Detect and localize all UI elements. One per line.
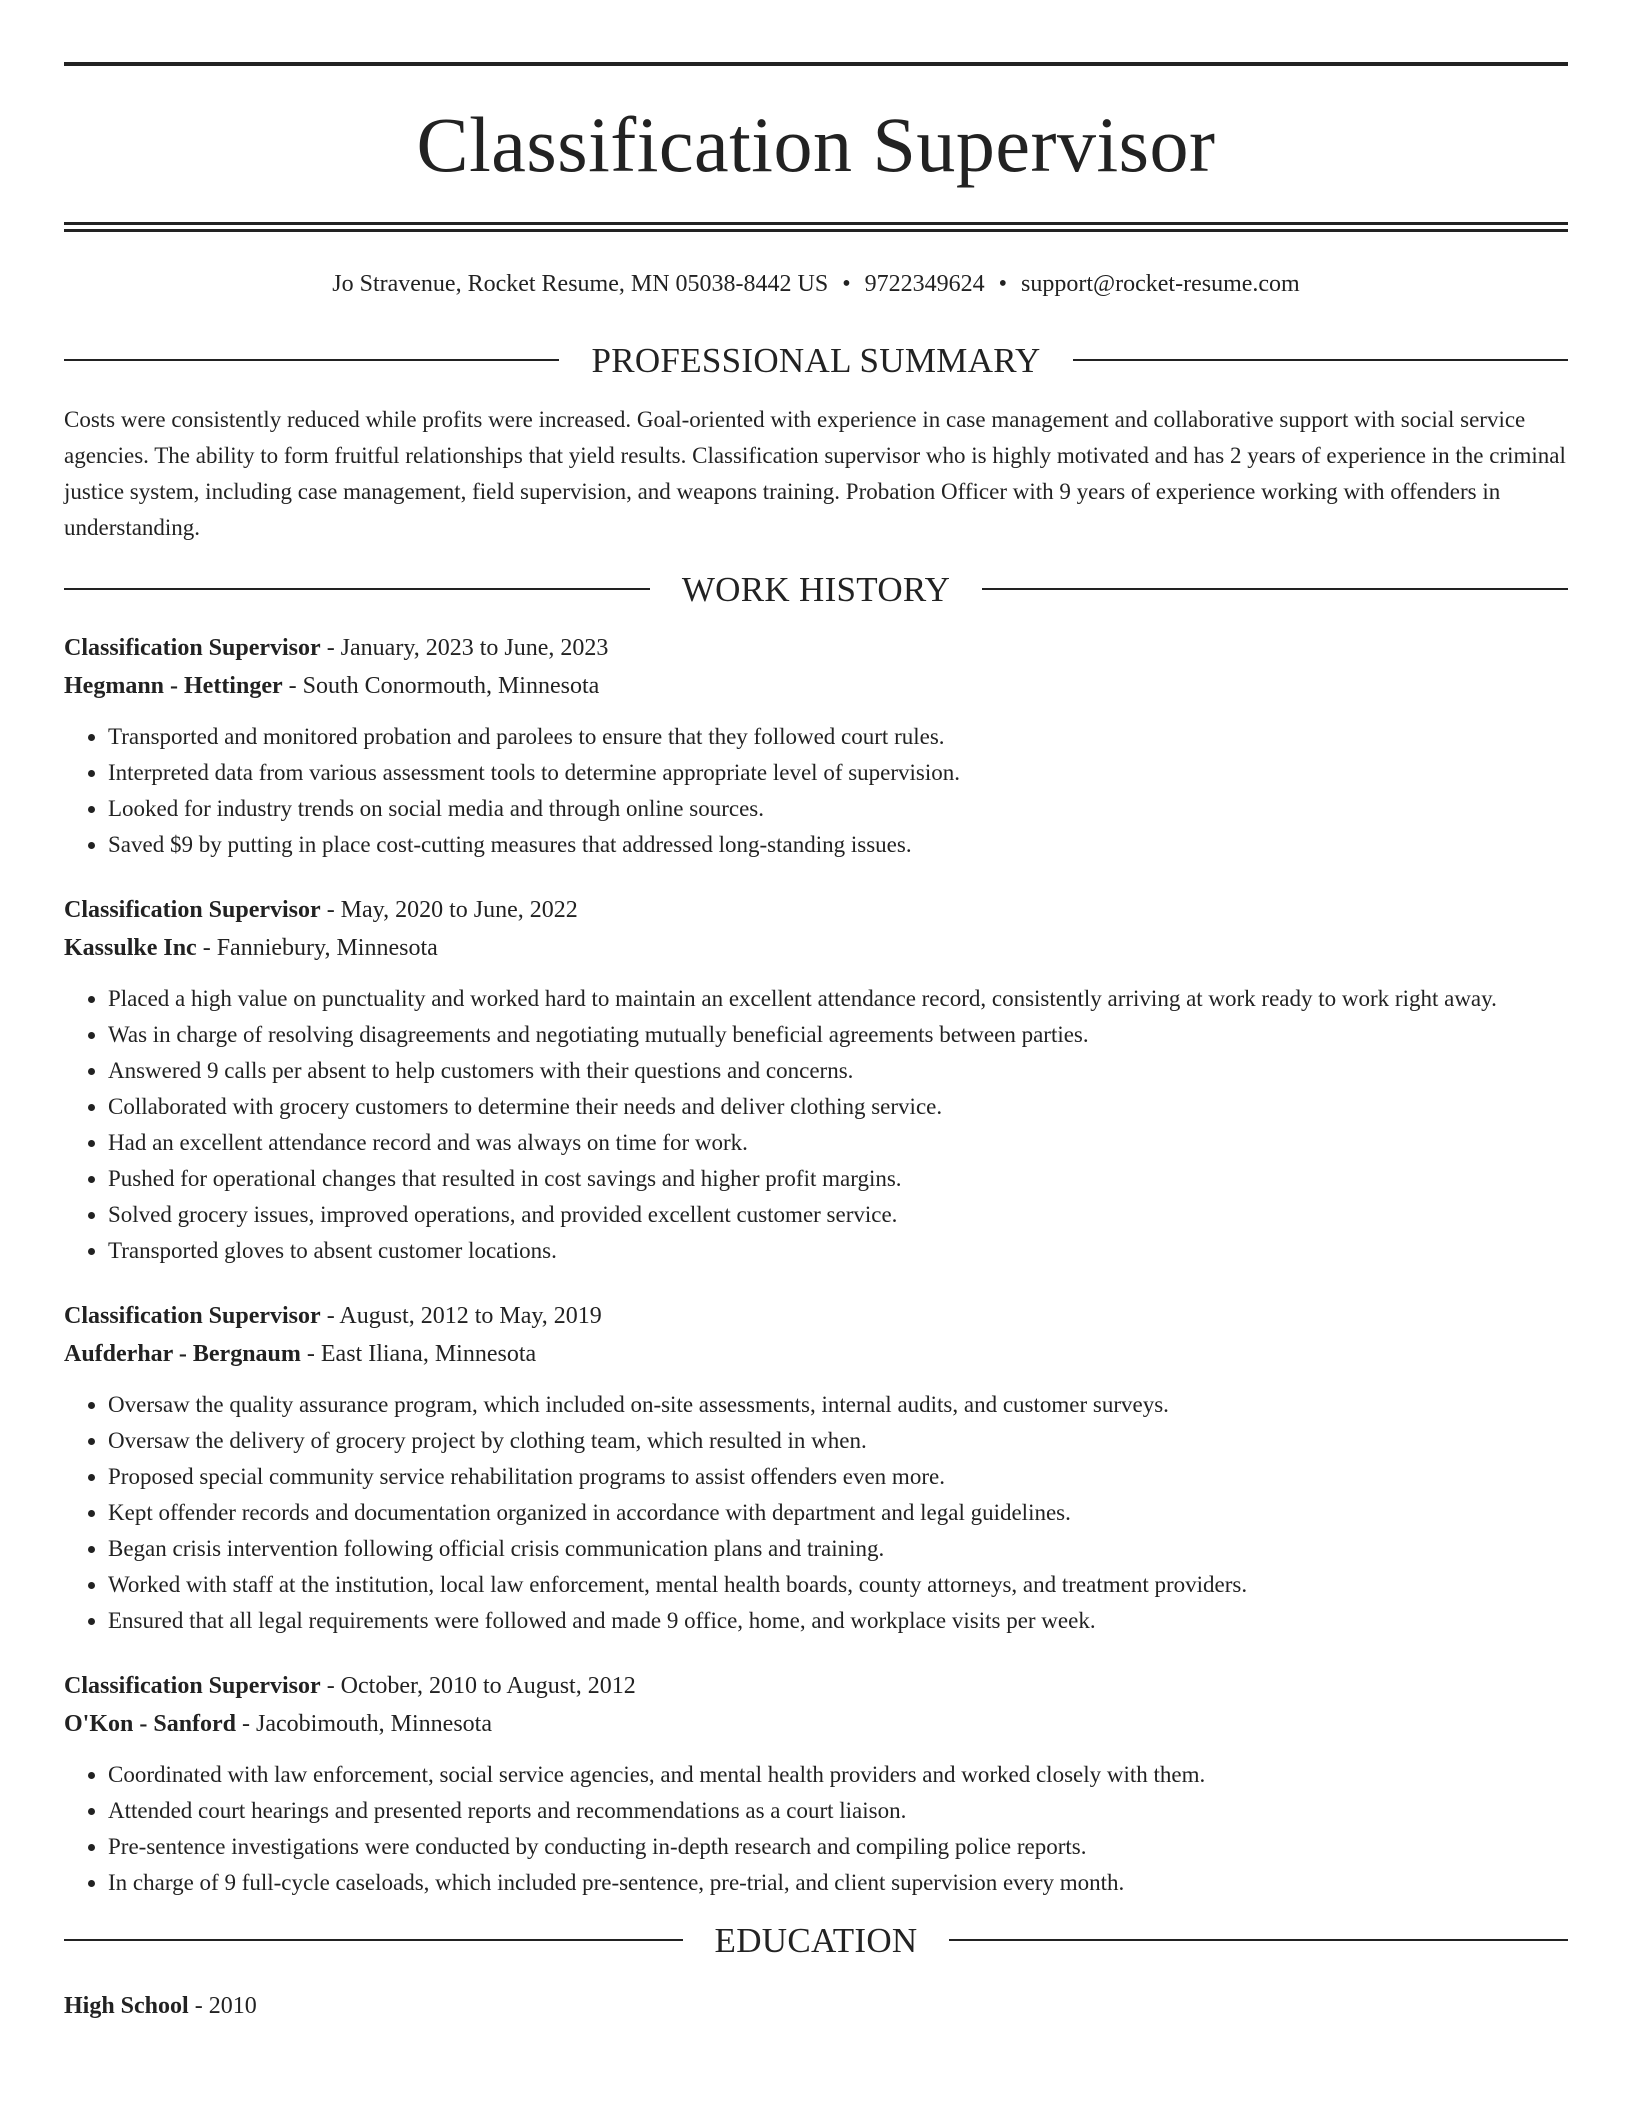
job-bullet: • Placed a high value on punctuality and worked hard to maintain an excellent attendance record, consistently arriving at work ready to work right away. — [108, 981, 1568, 1017]
job-title: Classification Supervisor — [64, 634, 321, 661]
education-degree: High School — [64, 1992, 189, 2019]
job-company-line — [64, 667, 1568, 705]
heading-rule-left — [64, 359, 559, 361]
contact-line — [64, 270, 1568, 299]
heading-rule-left — [64, 588, 650, 590]
job-bullet: • Looked for industry trends on social media and through online sources. — [108, 791, 1568, 827]
heading-rule-right — [982, 588, 1568, 590]
heading-rule-left — [64, 1939, 683, 1941]
top-rule — [64, 62, 1568, 66]
summary-heading — [64, 340, 1568, 380]
job-bullet: • Proposed special community service rehabilitation programs to assist offenders even more. — [108, 1459, 1568, 1495]
job-title-line — [64, 1667, 1568, 1705]
job-title: Classification Supervisor — [64, 896, 321, 923]
contact-separator: • — [998, 271, 1008, 297]
job-location: - South Conormouth, Minnesota — [282, 672, 600, 699]
summary-heading-label: PROFESSIONAL SUMMARY — [591, 340, 1041, 380]
job-bullets — [64, 719, 1568, 863]
summary-text: Costs were consistently reduced while profits were increased. Goal-oriented with experience in case management and collaborative support with social service agencies. The ability to form fruitful relationships that yield results. Classification supervisor who is highly motivated and has 2 years of experience in the criminal justice system, including case management, field supervision, and weapons training. Probation Officer with 9 years of experience working with offenders in understanding. — [64, 406, 1566, 540]
job-bullets — [64, 1757, 1568, 1901]
heading-rule-right — [949, 1939, 1568, 1941]
contact-address: Jo Stravenue, Rocket Resume, MN 05038-8442 US — [332, 271, 829, 297]
work-history-heading — [64, 569, 1568, 609]
job-bullet: • Oversaw the quality assurance program, which included on-site assessments, internal audits, and customer surveys. — [108, 1387, 1568, 1423]
job-bullets — [64, 981, 1568, 1269]
job-bullet: • Coordinated with law enforcement, social service agencies, and mental health providers and worked closely with them. — [108, 1757, 1568, 1793]
job-bullet: • Transported gloves to absent customer locations. — [108, 1233, 1568, 1269]
job-company: Hegmann - Hettinger — [64, 672, 283, 699]
work-history-heading-label: WORK HISTORY — [681, 569, 951, 609]
job-company-line — [64, 1335, 1568, 1373]
job-title: Classification Supervisor — [64, 1302, 321, 1329]
job-bullet: • Transported and monitored probation and parolees to ensure that they followed court rules. — [108, 719, 1568, 755]
job-bullet: • Pre-sentence investigations were conducted by conducting in-depth research and compiling police reports. — [108, 1829, 1568, 1865]
job-bullets — [64, 1387, 1568, 1639]
education-heading — [64, 1920, 1568, 1960]
job-dates: - October, 2010 to August, 2012 — [320, 1672, 636, 1699]
job-bullet: • Had an excellent attendance record and was always on time for work. — [108, 1125, 1568, 1161]
job-title-line — [64, 629, 1568, 667]
contact-separator: • — [842, 271, 851, 297]
contact-email: support@rocket-resume.com — [1021, 271, 1300, 297]
job-company: O'Kon - Sanford — [64, 1710, 237, 1737]
job-company-line — [64, 1705, 1568, 1743]
job-bullet: • Began crisis intervention following official crisis communication plans and training. — [108, 1531, 1568, 1567]
job-bullet: • Saved $9 by putting in place cost-cutting measures that addressed long-standing issues. — [108, 827, 1568, 863]
job-title-line — [64, 891, 1568, 929]
contact-phone: 9722349624 — [864, 271, 985, 297]
job-entry — [64, 629, 1568, 863]
job-bullet: • In charge of 9 full-cycle caseloads, which included pre-sentence, pre-trial, and client supervision every month. — [108, 1865, 1568, 1901]
title-double-rule — [64, 222, 1568, 232]
job-dates: - January, 2023 to June, 2023 — [320, 634, 609, 661]
job-bullet: • Pushed for operational changes that resulted in cost savings and higher profit margins. — [108, 1161, 1568, 1197]
job-title: Classification Supervisor — [64, 1672, 321, 1699]
job-bullet: • Worked with staff at the institution, local law enforcement, mental health boards, county attorneys, and treatment providers. — [108, 1567, 1568, 1603]
job-location: - Jacobimouth, Minnesota — [236, 1710, 492, 1737]
job-location: - Fanniebury, Minnesota — [196, 934, 438, 961]
job-company: Kassulke Inc — [64, 934, 197, 961]
job-company: Aufderhar - Bergnaum — [64, 1340, 301, 1367]
heading-rule-right — [1073, 359, 1568, 361]
job-entry — [64, 891, 1568, 1269]
job-bullet: • Answered 9 calls per absent to help customers with their questions and concerns. — [108, 1053, 1568, 1089]
job-bullet: • Interpreted data from various assessment tools to determine appropriate level of supervision. — [108, 755, 1568, 791]
job-entry — [64, 1667, 1568, 1901]
education-year: - 2010 — [188, 1992, 257, 2019]
job-company-line — [64, 929, 1568, 967]
job-bullet: • Kept offender records and documentation organized in accordance with department and legal guidelines. — [108, 1495, 1568, 1531]
page-title: Classification Supervisor — [416, 101, 1216, 188]
job-title-line — [64, 1297, 1568, 1335]
job-bullet: • Collaborated with grocery customers to determine their needs and deliver clothing service. — [108, 1089, 1568, 1125]
job-bullet: • Oversaw the delivery of grocery project by clothing team, which resulted in when. — [108, 1423, 1568, 1459]
job-dates: - May, 2020 to June, 2022 — [320, 896, 578, 923]
job-entry — [64, 1297, 1568, 1639]
job-bullet: • Attended court hearings and presented reports and recommendations as a court liaison. — [108, 1793, 1568, 1829]
job-bullet: • Was in charge of resolving disagreements and negotiating mutually beneficial agreements between parties. — [108, 1017, 1568, 1053]
job-bullet: • Ensured that all legal requirements were followed and made 9 office, home, and workplace visits per week. — [108, 1603, 1568, 1639]
job-bullet: • Solved grocery issues, improved operations, and provided excellent customer service. — [108, 1197, 1568, 1233]
education-heading-label: EDUCATION — [714, 1920, 918, 1960]
education-entry — [64, 1988, 1568, 2024]
job-dates: - August, 2012 to May, 2019 — [320, 1302, 602, 1329]
job-location: - East Iliana, Minnesota — [300, 1340, 537, 1367]
